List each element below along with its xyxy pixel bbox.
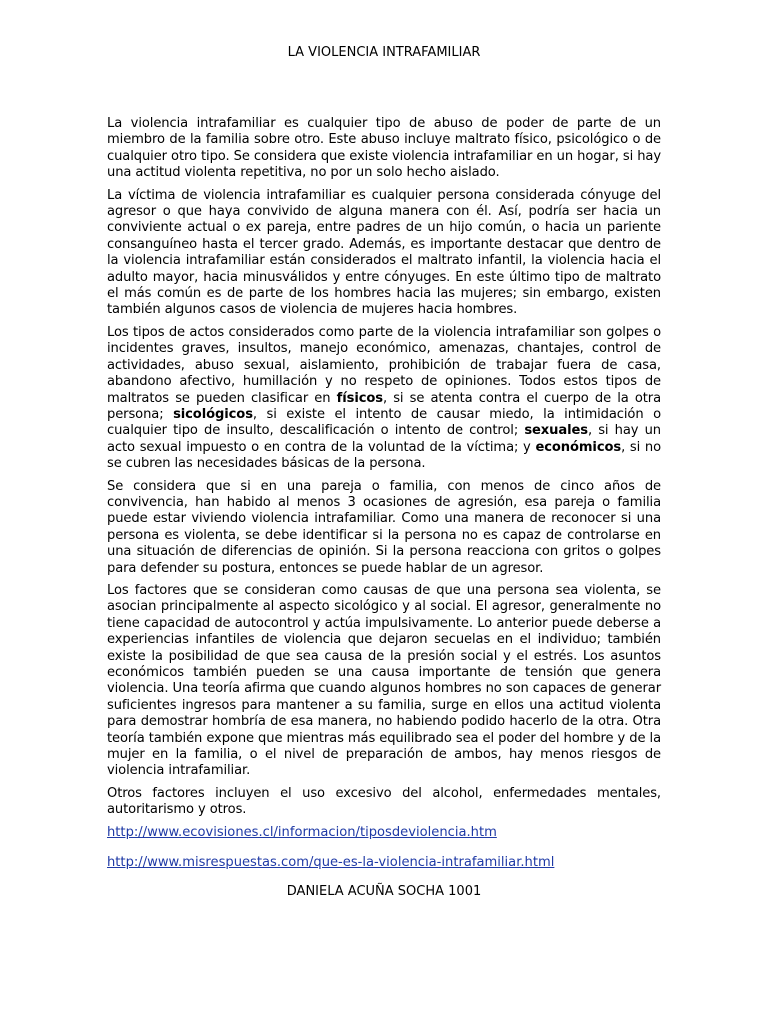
source-link-misrespuestas[interactable]: http://www.misrespuestas.com/que-es-la-violencia-intrafamiliar.html xyxy=(107,855,555,871)
document-page xyxy=(107,45,661,901)
paragraph-definition: La violencia intrafamiliar es cualquier tipo de abuso de poder de parte de un miembro de la familia sobre otro. Este abuso incluye maltrato físico, psicológico o de cualquier otro tipo. Se considera que existe violencia intrafamiliar en un hogar, si hay una actitud violenta repetitiva, no por un solo hecho aislado. xyxy=(107,116,661,181)
term-economicos: económicos xyxy=(535,439,622,455)
paragraph-types-text-2: , si se atenta contra el cuerpo de la otra persona; xyxy=(107,390,661,422)
paragraph-victim: La víctima de violencia intrafamiliar es cualquier persona considerada cónyuge del agresor o que haya convivido de alguna manera con él. Así, podría ser hacia un conviviente actual o ex pareja, entre padres de un hijo común, o hacia un pariente consanguíneo hasta el tercer grado. Además, es importante destacar que dentro de la violencia intrafamiliar están considerados el maltrato infantil, la violencia hacia el adulto mayor, hacia minusválidos y entre cónyuges. En este último tipo de maltrato el más común es de parte de los hombres hacia las mujeres; sin embargo, existen también algunos casos de violencia de mujeres hacia hombres. xyxy=(107,187,661,318)
paragraph-causes: Los factores que se consideran como causas de que una persona sea violenta, se asocian principalmente al aspecto sicológico y al social. El agresor, generalmente no tiene capacidad de autocontrol y actúa impulsivamente. Lo anterior puede deberse a experiencias infantiles de violencia que dejaron secuelas en el individuo; también existe la posibilidad de que sea causa de la presión social y el estrés. Los asuntos económicos también pueden se una causa importante de tensión que genera violencia. Una teoría afirma que cuando algunos hombres no son capaces de generar suficientes ingresos para mantener a su familia, surge en ellos una actitud violenta para demostrar hombría de esa manera, no habiendo podido hacerlo de la otra. Otra teoría también expone que mientras más equilibrado sea el poder del hombre y de la mujer en la familia, o el nivel de preparación de ambos, hay menos riesgos de violencia intrafamiliar. xyxy=(107,582,661,779)
term-fisicos: físicos xyxy=(336,390,383,406)
paragraph-types-text-5: , si no se cubren las necesidades básicas de la persona. xyxy=(107,439,661,472)
document-title: LA VIOLENCIA INTRAFAMILIAR xyxy=(287,45,481,60)
paragraph-identification: Se considera que si en una pareja o familia, con menos de cinco años de convivencia, han habido al menos 3 ocasiones de agresión, esa pareja o familia puede estar viviendo violencia intrafamiliar. Como una manera de reconocer si una persona es violenta, se debe identificar si la persona no es capaz de controlarse en una situación de diferencias de opinión. Si la persona reacciona con gritos o golpes para defender su postura, entonces se puede hablar de un agresor. xyxy=(107,478,661,576)
paragraph-types-text-3: , si existe el intento de causar miedo, la intimidación o cualquier tipo de insulto, descalificación o intento de control; xyxy=(107,406,661,439)
term-sicologicos: sicológicos xyxy=(173,406,253,422)
term-sexuales: sexuales xyxy=(524,423,588,439)
author-signature: DANIELA ACUÑA SOCHA 1001 xyxy=(286,884,482,900)
paragraph-other-factors: Otros factores incluyen el uso excesivo del alcohol, enfermedades mentales, autoritarismo y otros. xyxy=(107,785,661,818)
paragraph-types-text-4: , si hay un acto sexual impuesto o en contra de la voluntad de la víctima; y xyxy=(107,423,661,455)
paragraph-types xyxy=(107,325,661,473)
source-link-ecovisiones[interactable]: http://www.ecovisiones.cl/informacion/tiposdeviolencia.htm xyxy=(107,824,497,840)
paragraph-types-text-1: Los tipos de actos considerados como parte de la violencia intrafamiliar son golpes o incidentes graves, insultos, manejo económico, amenazas, chantajes, control de actividades, abuso sexual, aislamiento, prohibición de trabajar fuera de casa, abandono afectivo, humillación y no respeto de opiniones. Todos estos tipos de maltratos se pueden clasificar en xyxy=(107,324,661,406)
